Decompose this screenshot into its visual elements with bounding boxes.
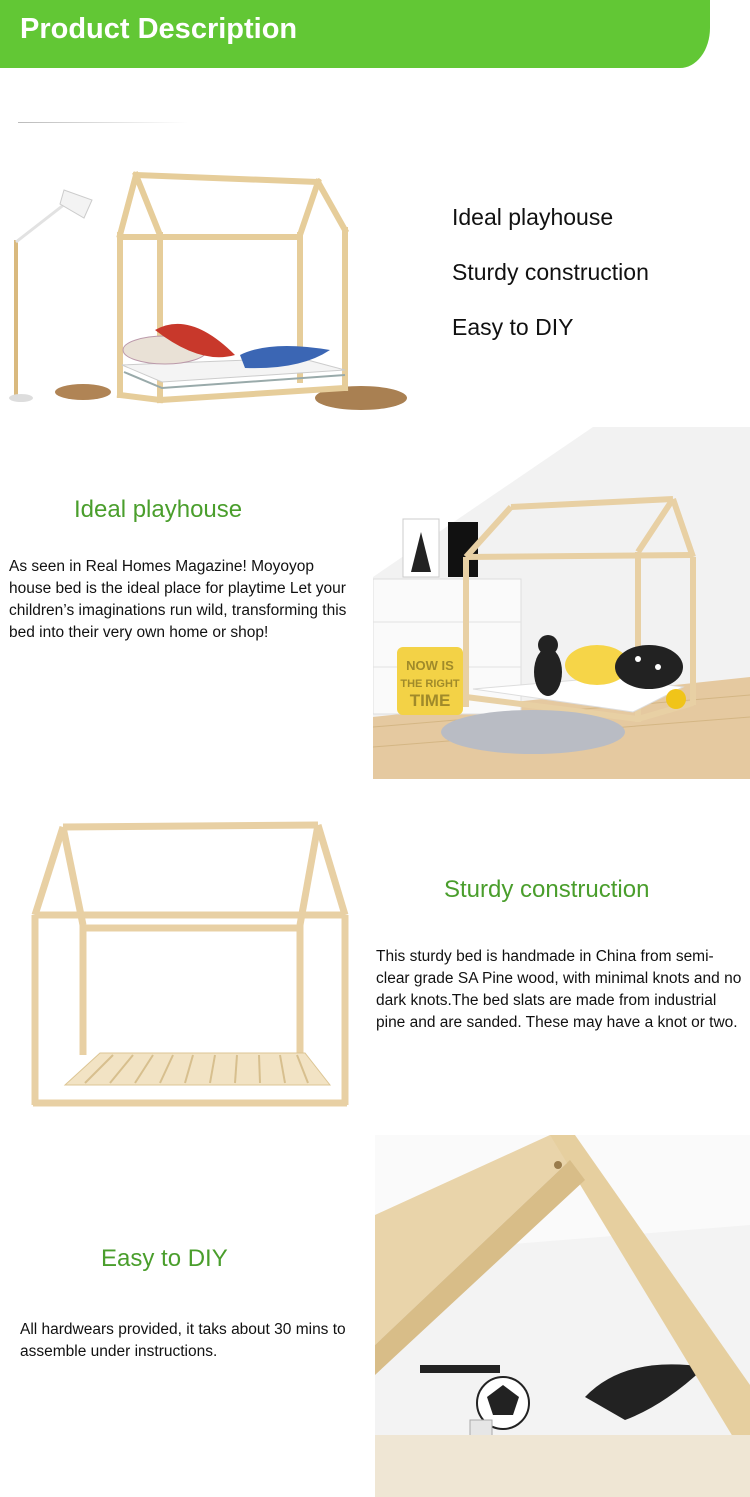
banner-title: Product Description — [20, 13, 298, 45]
house-bed-photo — [0, 160, 420, 415]
bed-frame-photo — [25, 815, 355, 1115]
feature-list — [452, 204, 649, 369]
section-text: All hardwears provided, it taks about 30 mins to assemble under instructions. — [20, 1321, 346, 1360]
section-heading: Ideal playhouse — [74, 496, 243, 523]
section-text: This sturdy bed is handmade in China from semi-clear grade SA Pine wood, with minimal knots and no dark knots.The bed slats are made from industrial pine and are sanded. These may have a knot or two. — [376, 948, 742, 1031]
divider-line — [18, 122, 188, 123]
feature-item: Ideal playhouse — [452, 204, 614, 230]
box-text: THE RIGHT — [400, 678, 460, 690]
wood-detail-photo — [375, 1135, 750, 1497]
feature-item: Easy to DIY — [452, 314, 574, 340]
section-text: As seen in Real Homes Magazine! Moyoyop house bed is the ideal place for playtime Let your children’s imaginations run wild, transforming this bed into their very own home or shop! — [9, 558, 347, 641]
box-text: TIME — [409, 691, 451, 710]
section-heading: Easy to DIY — [101, 1245, 228, 1272]
playroom-photo — [373, 427, 750, 779]
product-description-banner — [0, 0, 710, 68]
box-text: NOW IS — [406, 658, 454, 673]
feature-item: Sturdy construction — [452, 259, 649, 285]
section-heading: Sturdy construction — [444, 876, 650, 903]
